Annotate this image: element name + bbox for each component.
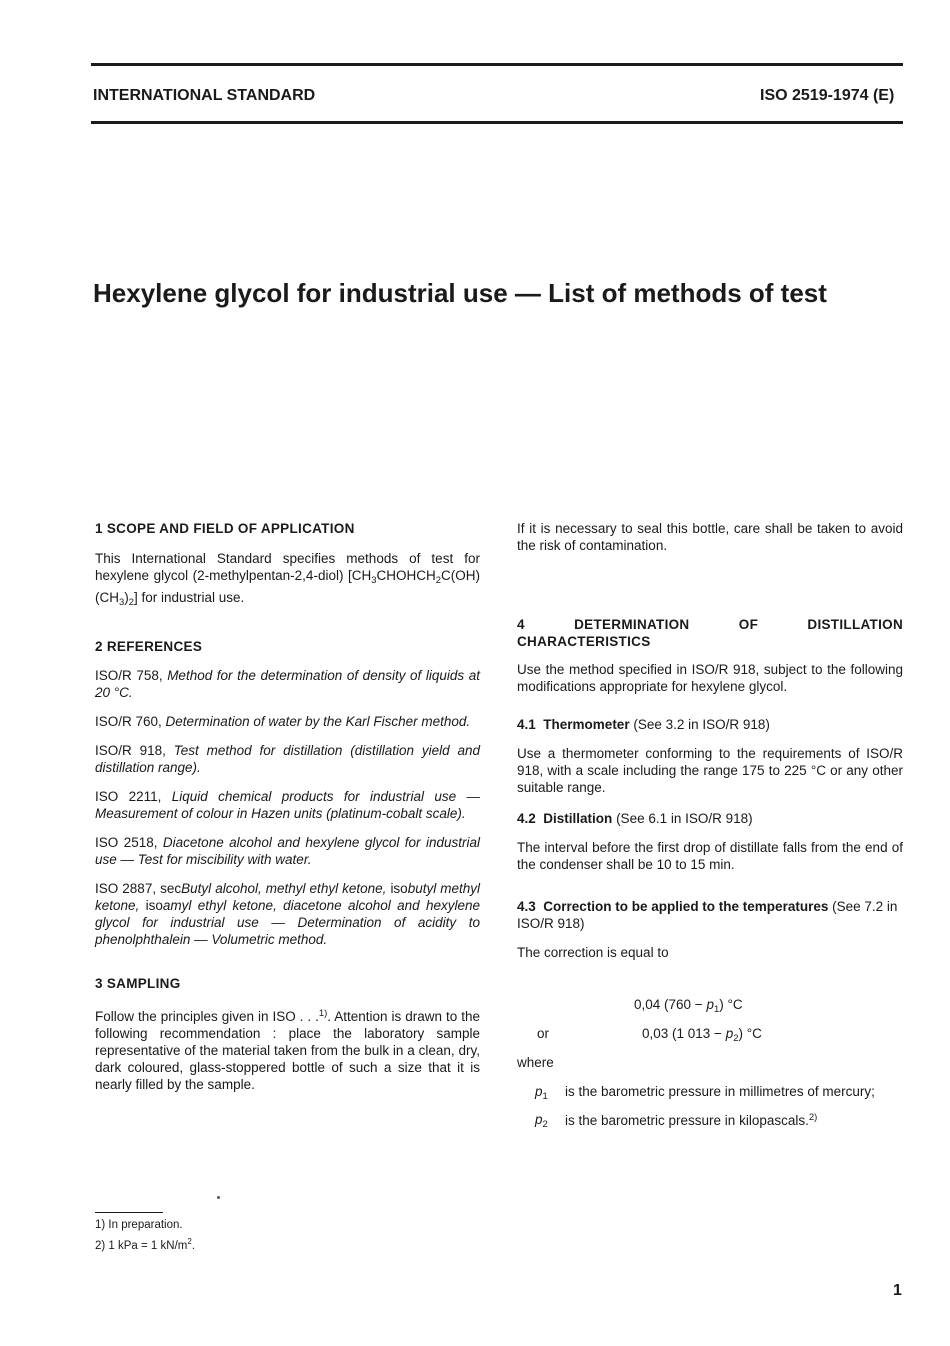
section-4-heading: 4 DETERMINATION OF DISTILLATION CHARACTERISTICS [517, 617, 903, 649]
p1-sub: 1 [542, 1091, 548, 1102]
s43-number: 4.3 [517, 899, 536, 914]
ref-2518-title: Diacetone alcohol and hexylene glycol for industrial use — Test for miscibility with water. [95, 835, 480, 867]
subsection-4-1-heading [517, 716, 903, 733]
correction-formula-1 [634, 997, 743, 1015]
s42-ref: (See 6.1 in ISO/R 918) [612, 811, 753, 826]
s43-ref: (See 7.2 in ISO/R 918) [517, 899, 898, 931]
s1-sub-4: 2 [128, 597, 134, 608]
ref-2518-code: ISO 2518, [95, 835, 163, 850]
header-standard-number: ISO 2519-1974 (E) [760, 87, 895, 104]
reference-iso-r-760 [95, 713, 480, 730]
f1-b: ) °C [719, 997, 743, 1012]
s43-title: Correction to be applied to the temperatures [543, 899, 829, 914]
p2-def: is the barometric pressure in kilopascals. [565, 1113, 809, 1128]
ref-760-code: ISO/R 760, [95, 714, 166, 729]
fn2-sup: 2 [187, 1237, 192, 1246]
fn2-b: . [191, 1240, 196, 1252]
footnote-1: 1) In preparation. [95, 1219, 183, 1231]
ref-2211-title: Liquid chemical products for industrial use — Measurement of colour in Hazen units (platinum-cobalt scale). [95, 789, 480, 821]
ref-2887-p5: iso [145, 898, 163, 913]
s1-text-c: C(OH)(CH [95, 568, 480, 605]
p2-sym: p [535, 1112, 543, 1127]
ref-2887-code: ISO 2887, [95, 881, 161, 896]
ref-2887-p2: Butyl alcohol, methyl ethyl ketone, [181, 881, 391, 896]
section-1-heading: 1 SCOPE AND FIELD OF APPLICATION [95, 521, 355, 536]
ref-2887-p4: butyl methyl ketone, [95, 881, 481, 913]
s41-ref: (See 3.2 in ISO/R 918) [629, 717, 770, 732]
f1-a: 0,04 (760 − [634, 997, 707, 1012]
p2-definition [565, 1112, 817, 1128]
fn2-a: 2) 1 kPa = 1 kN/m [95, 1240, 188, 1252]
p2-footnote-ref: 2) [808, 1112, 818, 1123]
p1-sym: p [535, 1084, 543, 1099]
f1-p: p [706, 997, 714, 1012]
s3-text-a: Follow the principles given in ISO . . . [95, 1009, 319, 1024]
page-number: 1 [893, 1282, 902, 1299]
p2-symbol [535, 1112, 548, 1130]
p2-sub: 2 [542, 1119, 548, 1130]
subsection-4-3-heading [517, 898, 903, 932]
s3-footnote-ref: 1) [318, 1008, 328, 1019]
s1-sub-1: 3 [371, 575, 377, 586]
s1-text-b: CHOHCH [376, 568, 436, 583]
scan-speck [217, 1196, 220, 1199]
subsection-4-1-text: Use a thermometer conforming to the requirements of ISO/R 918, with a scale including the range 175 to 225 °C or any other suitable range. [517, 746, 903, 795]
ref-760-title: Determination of water by the Karl Fischer method. [165, 714, 471, 729]
p1-symbol [535, 1084, 548, 1102]
ref-2887-p3: iso [390, 881, 408, 896]
footnote-rule [95, 1212, 163, 1213]
ref-2887-p6: amyl ethyl ketone, diacetone alcohol and hexylene glycol for industrial use — Determination of acidity to phenolphthalein — Volumetric method. [95, 898, 480, 947]
s1-text-e: ] for industrial use. [134, 590, 245, 605]
formula-or-label: or [537, 1026, 550, 1041]
reference-iso-r-918 [95, 742, 480, 776]
section-4-intro: Use the method specified in ISO/R 918, subject to the following modifications appropriate for hexylene glycol. [517, 662, 903, 694]
ref-918-title: Test method for distillation (distillation yield and distillation range). [95, 743, 480, 775]
s3-text-b: . Attention is drawn to the following recommendation : place the laboratory sample representative of the material taken from the bulk in a clean, dry, dark coloured, glass-stoppered bottle of such a size that it is nearly filled by the sample. [95, 1009, 481, 1092]
document-title: Hexylene glycol for industrial use — List of methods of test [93, 278, 827, 308]
ref-758-title: Method for the determination of density of liquids at 20 °C. [95, 668, 480, 700]
where-label: where [517, 1055, 554, 1070]
correction-formula-2 [642, 1026, 762, 1044]
reference-iso-2887 [95, 880, 480, 948]
reference-iso-r-758 [95, 667, 480, 701]
header-top-rule [91, 63, 903, 66]
f2-b: ) °C [738, 1026, 762, 1041]
ref-2211-code: ISO 2211, [95, 789, 172, 804]
header-standard-label: INTERNATIONAL STANDARD [93, 87, 316, 104]
ref-918-code: ISO/R 918, [95, 743, 174, 758]
ref-758-code: ISO/R 758, [95, 668, 168, 683]
s1-sub-2: 2 [435, 575, 441, 586]
reference-iso-2211 [95, 788, 480, 822]
section-2-heading: 2 REFERENCES [95, 639, 203, 654]
f2-sub: 2 [733, 1033, 739, 1044]
s41-number: 4.1 [517, 717, 536, 732]
section-3-heading: 3 SAMPLING [95, 976, 181, 991]
s42-title: Distillation [543, 811, 613, 826]
subsection-4-3-text: The correction is equal to [517, 945, 669, 960]
ref-2887-p1: sec [160, 881, 182, 896]
section-3-continued-text: If it is necessary to seal this bottle, care shall be taken to avoid the risk of contamination. [517, 521, 903, 553]
s42-number: 4.2 [517, 811, 536, 826]
header-bottom-rule [91, 121, 903, 124]
left-column [95, 520, 480, 1093]
f2-a: 0,03 (1 013 − [642, 1026, 726, 1041]
p1-definition: is the barometric pressure in millimetres of mercury; [565, 1084, 875, 1099]
f2-p: p [725, 1026, 734, 1041]
reference-iso-2518 [95, 834, 480, 868]
s1-text-a: This International Standard specifies methods of test for hexylene glycol (2-methylpentan-2,4-diol) [CH [95, 551, 480, 583]
s1-text-d: ) [124, 590, 129, 605]
right-column [517, 520, 903, 961]
section-1-text [95, 550, 480, 611]
s1-sub-3: 3 [119, 597, 125, 608]
subsection-4-2-text: The interval before the first drop of distillate falls from the end of the condenser shall be 10 to 15 min. [517, 840, 903, 872]
subsection-4-2-heading [517, 810, 903, 827]
section-3-text [95, 1005, 480, 1093]
s41-title: Thermometer [543, 717, 630, 732]
footnote-2 [95, 1237, 195, 1252]
f1-sub: 1 [713, 1004, 720, 1015]
